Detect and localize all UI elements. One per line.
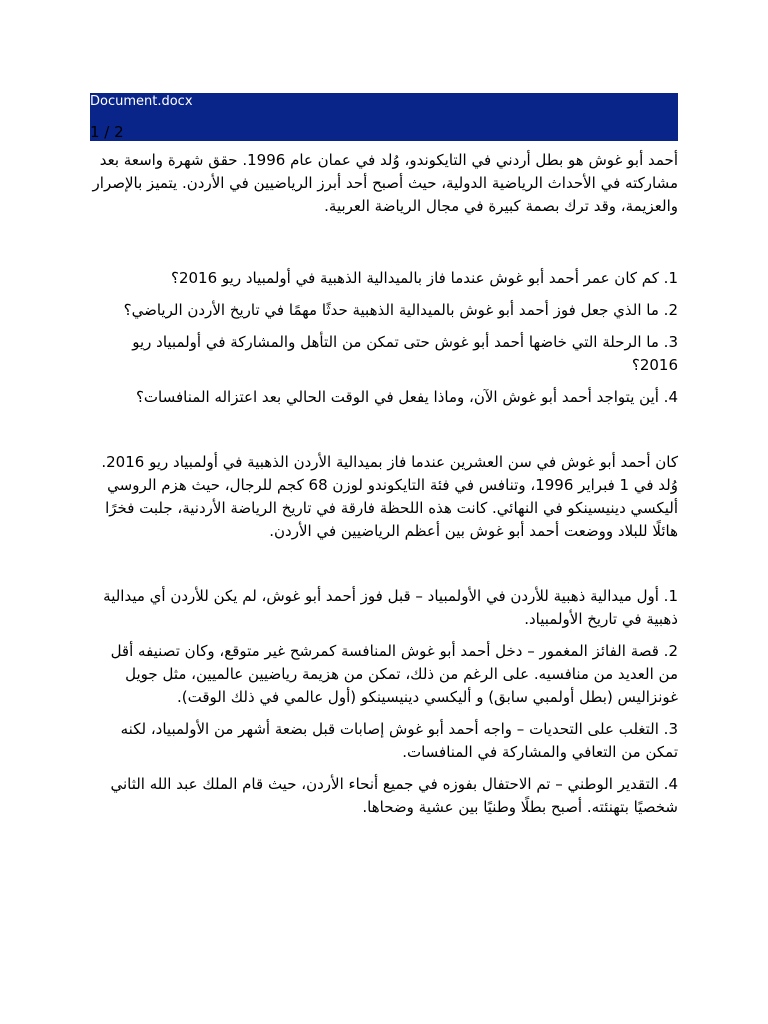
document-header-bar	[90, 93, 678, 141]
fact-item: 4. التقدير الوطني – تم الاحتفال بفوزه في جميع أنحاء الأردن، حيث قام الملك عبد الله الثاني شخصيًا بتهنئته. أصبح بطلًا وطنيًا بين عشية وضحاها.	[110, 775, 678, 816]
question-item: 3. ما الرحلة التي خاضها أحمد أبو غوش حتى تمكن من التأهل والمشاركة في أولمبياد ريو 2016؟	[132, 333, 678, 374]
fact-item: 3. التغلب على التحديات – واجه أحمد أبو غوش إصابات قبل بضعة أشهر من الأولمبياد، لكنه تمكن من التعافي والمشاركة في المنافسات.	[120, 720, 678, 761]
question-item: 1. كم كان عمر أحمد أبو غوش عندما فاز بالميدالية الذهبية في أولمبياد ريو 2016؟	[171, 269, 678, 287]
document-title: Document.docx	[90, 94, 193, 109]
question-item: 2. ما الذي جعل فوز أحمد أبو غوش بالميدالية الذهبية حدثًا مهمًا في تاريخ الأردن الرياضي؟	[123, 301, 678, 319]
fact-item: 2. قصة الفائز المغمور – دخل أحمد أبو غوش المنافسة كمرشح غير متوقع، وكان تصنيفه أقل من العديد من منافسيه. على الرغم من ذلك، تمكن من هزيمة رياضيين عالميين، مثل جويل غونزاليس (بطل أولمبي سابق) و أليكسي دينيسينكو (أول عالمي في ذلك الوقت).	[110, 642, 678, 706]
document-body	[90, 149, 678, 828]
fact-item: 1. أول ميدالية ذهبية للأردن في الأولمبياد – قبل فوز أحمد أبو غوش، لم يكن للأردن أي ميدالية ذهبية في تاريخ الأولمبياد.	[103, 587, 678, 628]
question-item: 4. أين يتواجد أحمد أبو غوش الآن، وماذا يفعل في الوقت الحالي بعد اعتزاله المنافسات؟	[135, 388, 678, 406]
page-counter: 1 / 2	[90, 123, 124, 141]
intro-paragraph: أحمد أبو غوش هو بطل أردني في التايكوندو، وُلد في عمان عام 1996. حقق شهرة واسعة بعد مشاركته في الأحداث الرياضية الدولية، حيث أصبح أحد أبرز الرياضيين في الأردن. يتميز بالإصرار والعزيمة، وقد ترك بصمة كبيرة في مجال الرياضة العربية.	[92, 151, 678, 215]
answer-paragraph: كان أحمد أبو غوش في سن العشرين عندما فاز بميدالية الأردن الذهبية في أولمبياد ريو 2016. وُلد في 1 فبراير 1996، وتنافس في فئة التايكوندو لوزن 68 كجم للرجال، حيث هزم الروسي أليكسي دينيسينكو في النهائي. كانت هذه اللحظة فارقة في تاريخ الرياضة الأردنية، جلبت فخرًا هائلًا للبلاد ووضعت أحمد أبو غوش بين أعظم الرياضيين في الأردن.	[101, 453, 678, 540]
